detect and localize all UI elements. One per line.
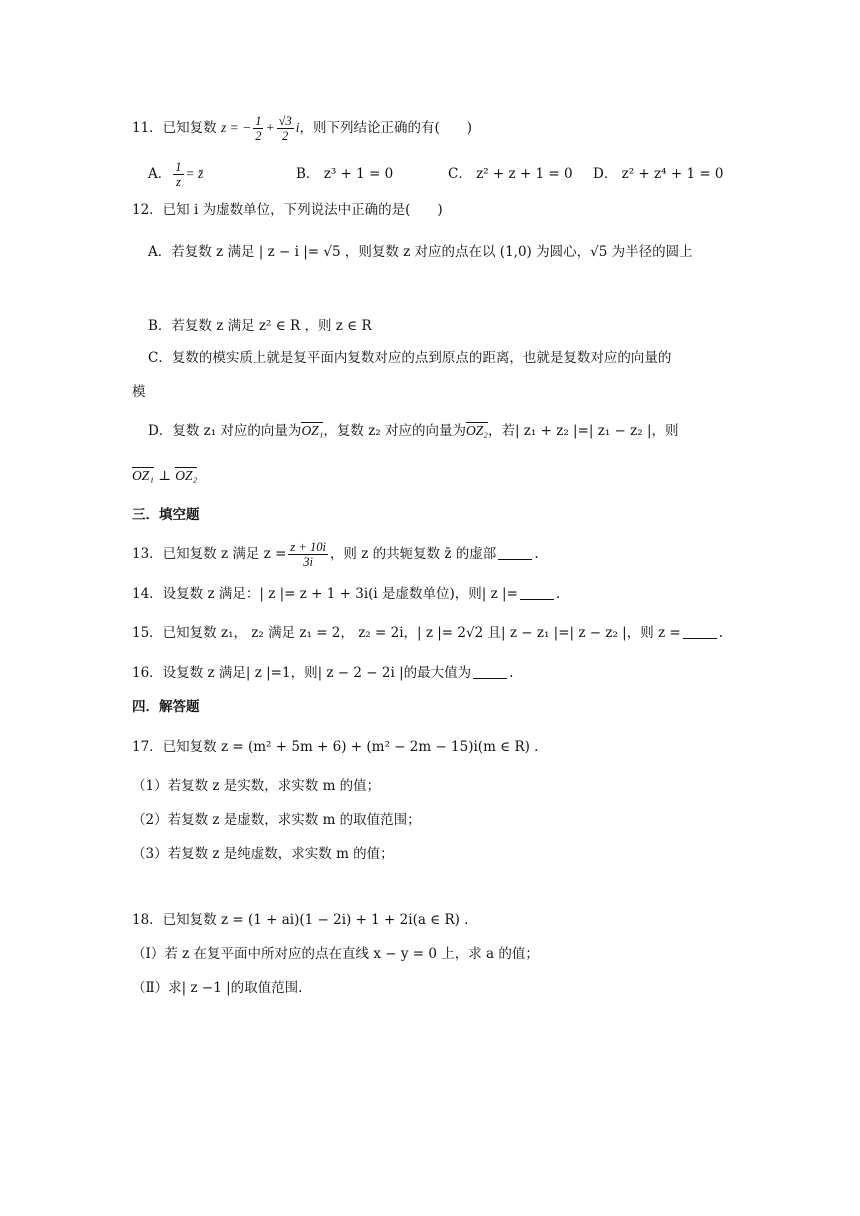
- section-fill-in-heading: 三．填空题: [132, 507, 200, 523]
- q16-answer-blank[interactable]: [473, 664, 507, 679]
- q12-stem: 12．已知 i 为虚数单位，下列说法中正确的是( ): [132, 202, 443, 218]
- q13-period: .: [534, 546, 539, 562]
- q15-period: .: [718, 625, 724, 641]
- q12-d2-perp: ⊥: [153, 468, 176, 484]
- q18-part1: （Ⅰ）若 z 在复平面中所对应的点在直线 x − y = 0 上，求 a 的值；: [132, 946, 539, 962]
- q11-frac2-num: √3: [278, 114, 292, 128]
- q12-option-c-line1: C．复数的模实质上就是复平面内复数对应的点到原点的距离，也就是复数对应的向量的: [148, 350, 672, 366]
- q11-stem: [132, 114, 472, 143]
- q12-d-part1: D．复数 z₁ 对应的向量为: [148, 423, 302, 439]
- q14: [132, 584, 560, 604]
- q18-stem: 18．已知复数 z = (1 + ai)(1 − 2i) + 1 + 2i(a ∈ R) .: [132, 912, 469, 928]
- q11-option-b: B． z³ + 1 = 0: [296, 166, 394, 182]
- q17-stem: 17．已知复数 z = (m² + 5m + 6) + (m² − 2m − 15)i(m ∈ R) .: [132, 739, 539, 755]
- q11-option-a-den: z: [175, 175, 181, 189]
- q11-plus: +: [265, 120, 275, 135]
- q17-part3: （3）若复数 z 是纯虚数，求实数 m 的值；: [132, 846, 394, 862]
- q16-text: 16．设复数 z 满足| z |=1，则| z − 2 − 2i |的最大值为: [132, 665, 472, 681]
- q12-d-vector-oz2: OZ₂: [466, 423, 488, 438]
- q12-option-d-line1: [148, 421, 679, 441]
- section-answer-heading: 四．解答题: [132, 699, 200, 715]
- q17-part1: （1）若复数 z 是实数，求实数 m 的值；: [132, 778, 381, 794]
- q17-part2: （2）若复数 z 是虚数，求实数 m 的取值范围；: [132, 812, 421, 828]
- q11-option-c: C． z² + z + 1 = 0: [448, 166, 573, 182]
- q13-answer-blank[interactable]: [498, 545, 532, 560]
- q12-d-vector-oz1: OZ₁: [301, 423, 324, 438]
- q16-period: .: [509, 665, 514, 681]
- q11-frac1-den: 2: [255, 129, 262, 143]
- q11-option-d: D． z² + z⁴ + 1 = 0: [593, 166, 724, 182]
- q11-option-a: [148, 160, 203, 189]
- q13-frac-den: 3i: [303, 555, 314, 569]
- q15: [132, 623, 723, 643]
- q12-option-a: A．若复数 z 满足 | z − i |= √5 ，则复数 z 对应的点在以 (1,0) 为圆心，√5 为半径的圆上: [148, 244, 693, 260]
- q14-answer-blank[interactable]: [520, 585, 554, 600]
- q11-suffix: ，则下列结论正确的有( ): [299, 120, 473, 136]
- q13-frac: [288, 540, 328, 569]
- q11-option-a-num: 1: [175, 160, 182, 174]
- q11-prefix: 11．已知复数: [132, 120, 221, 136]
- q13-part1: 13．已知复数 z 满足 z =: [132, 546, 287, 562]
- q11-option-a-rest: = z̄: [185, 166, 204, 181]
- q12-d-part2: ，复数 z₂ 对应的向量为: [323, 423, 466, 439]
- q15-text: 15．已知复数 z₁， z₂ 满足 z₁ = 2， z₂ = 2i，| z |= 2√2 且| z − z₁ |=| z − z₂ |，则 z =: [132, 625, 681, 641]
- q12-option-c-line2: 模: [132, 384, 146, 400]
- q18-part2: （Ⅱ）求| z −1 |的取值范围.: [132, 980, 303, 996]
- q12-d-part3: ，若| z₁ + z₂ |=| z₁ − z₂ |，则: [487, 423, 679, 439]
- q11-option-a-label: A．: [148, 166, 172, 182]
- q16: [132, 663, 513, 683]
- q12-option-d-line2: [132, 466, 197, 486]
- q15-answer-blank[interactable]: [683, 624, 717, 639]
- q11-frac2-den: 2: [282, 129, 289, 143]
- q14-text: 14．设复数 z 满足：| z |= z + 1 + 3i(i 是虚数单位)，则| z |=: [132, 586, 518, 602]
- q14-period: .: [555, 586, 561, 602]
- q13-part2: ，则 z 的共轭复数 z̄ 的虚部: [329, 546, 497, 562]
- q13: [132, 540, 539, 569]
- q12-d2-vector-oz1: OZ₁: [132, 468, 154, 483]
- q12-option-b: B．若复数 z 满足 z² ∈ R ，则 z ∈ R: [148, 318, 372, 334]
- q11-frac1: [253, 114, 263, 143]
- q12-d2-vector-oz2: OZ₂: [175, 468, 198, 483]
- q11-options: [148, 160, 748, 188]
- q13-frac-num: z + 10i: [290, 540, 326, 554]
- q11-frac2: [277, 114, 294, 143]
- q11-i: i: [295, 120, 300, 135]
- q11-option-a-frac: [173, 160, 183, 189]
- q11-frac1-num: 1: [255, 114, 262, 128]
- q11-eq: z = −: [220, 120, 252, 135]
